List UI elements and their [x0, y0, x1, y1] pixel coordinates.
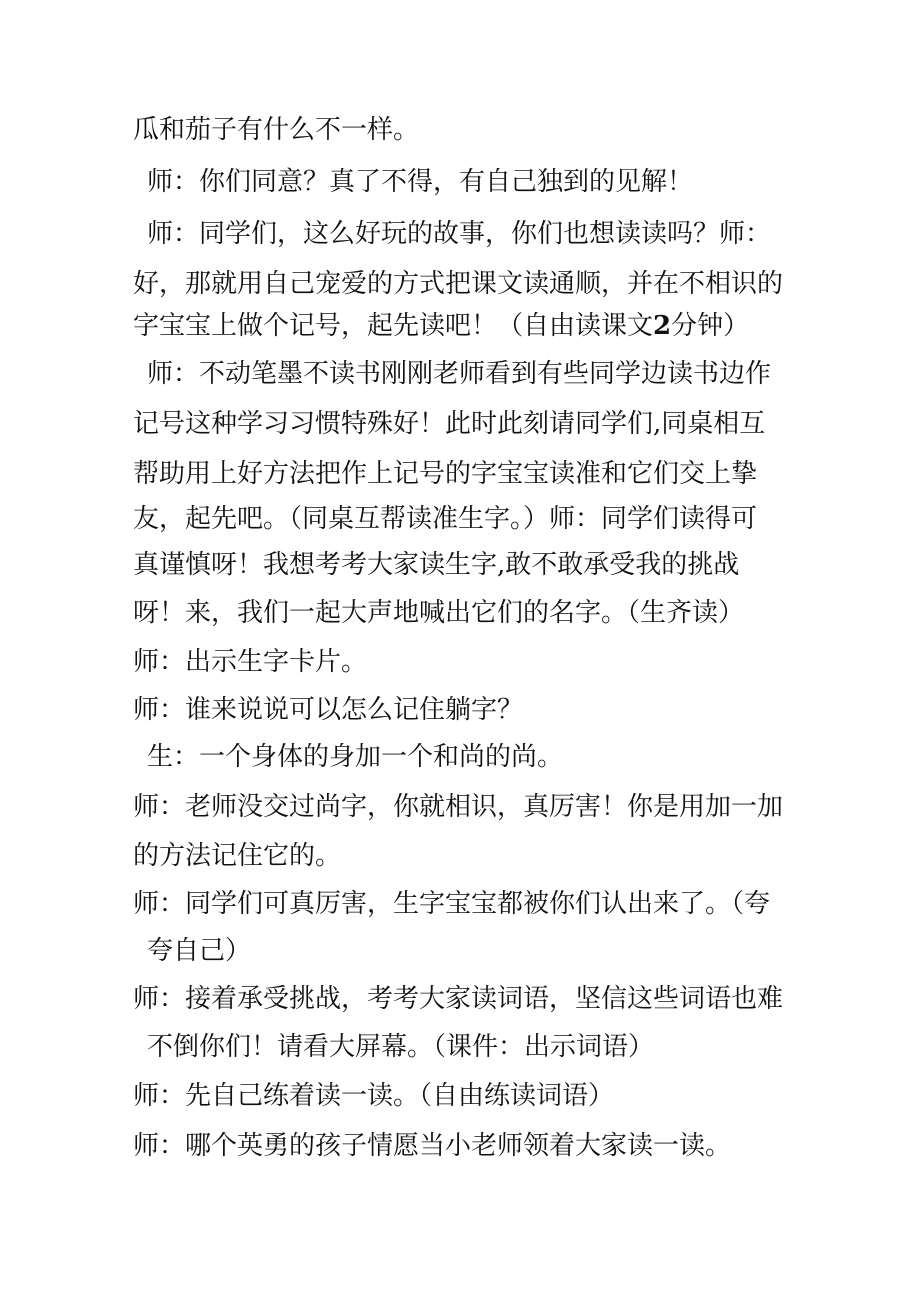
text-line: 不倒你们！请看大屏幕。（课件：出示词语） [147, 1032, 655, 1062]
text-line: 师：你们同意？真了不得，有自己独到的见解！ [147, 167, 694, 197]
text-line: 呀！来，我们一起大声地喊出它们的名字。（生齐读） [133, 598, 745, 628]
text-segment-bold: 2 [653, 311, 672, 341]
text-line: 师：同学们可真厉害，生字宝宝都被你们认出来了。（夸 [133, 889, 771, 919]
text-line: 记号这种学习习惯特殊好！此时此刻请同学们,同桌相互 [133, 409, 766, 439]
text-line: 友，起先吧。（同桌互帮读准生字。）师：同学们读得可 [133, 504, 758, 534]
text-line: 夸自己） [147, 936, 252, 966]
text-line: 帮助用上好方法把作上记号的字宝宝读准和它们交上挚 [133, 459, 758, 489]
text-line: 师：出示生字卡片。 [133, 647, 368, 677]
text-line: 师：接着承受挑战，考考大家读词语，坚信这些词语也难 [133, 984, 784, 1014]
text-line: 真谨慎呀！我想考考大家读生字,敢不敢承受我的挑战 [133, 550, 740, 580]
text-line: 师：同学们，这么好玩的故事，你们也想读读吗？师： [147, 219, 772, 249]
text-line: 师：谁来说说可以怎么记住躺字？ [133, 695, 524, 725]
text-line: 师：老师没交过尚字，你就相识，真厉害！你是用加一加 [133, 792, 784, 822]
text-line: 瓜和茄子有什么不一样。 [133, 115, 420, 145]
text-line: 师：哪个英勇的孩子情愿当小老师领着大家读一读。 [133, 1131, 732, 1161]
text-line: 好，那就用自己宠爱的方式把课文读通顺，并在不相识的 [133, 269, 784, 299]
text-line: 的方法记住它的。 [133, 841, 342, 871]
text-line: 师：先自己练着读一读。（自由练读词语） [133, 1081, 615, 1111]
text-line: 师：不动笔墨不读书刚刚老师看到有些同学边读书边作 [147, 359, 772, 389]
text-segment: 字宝宝上做个记号，起先读吧！（自由读课文 [133, 311, 654, 341]
text-line-mixed [133, 309, 793, 343]
text-line: 生：一个身体的身加一个和尚的尚。 [147, 742, 564, 772]
text-segment: 分钟） [671, 311, 750, 341]
